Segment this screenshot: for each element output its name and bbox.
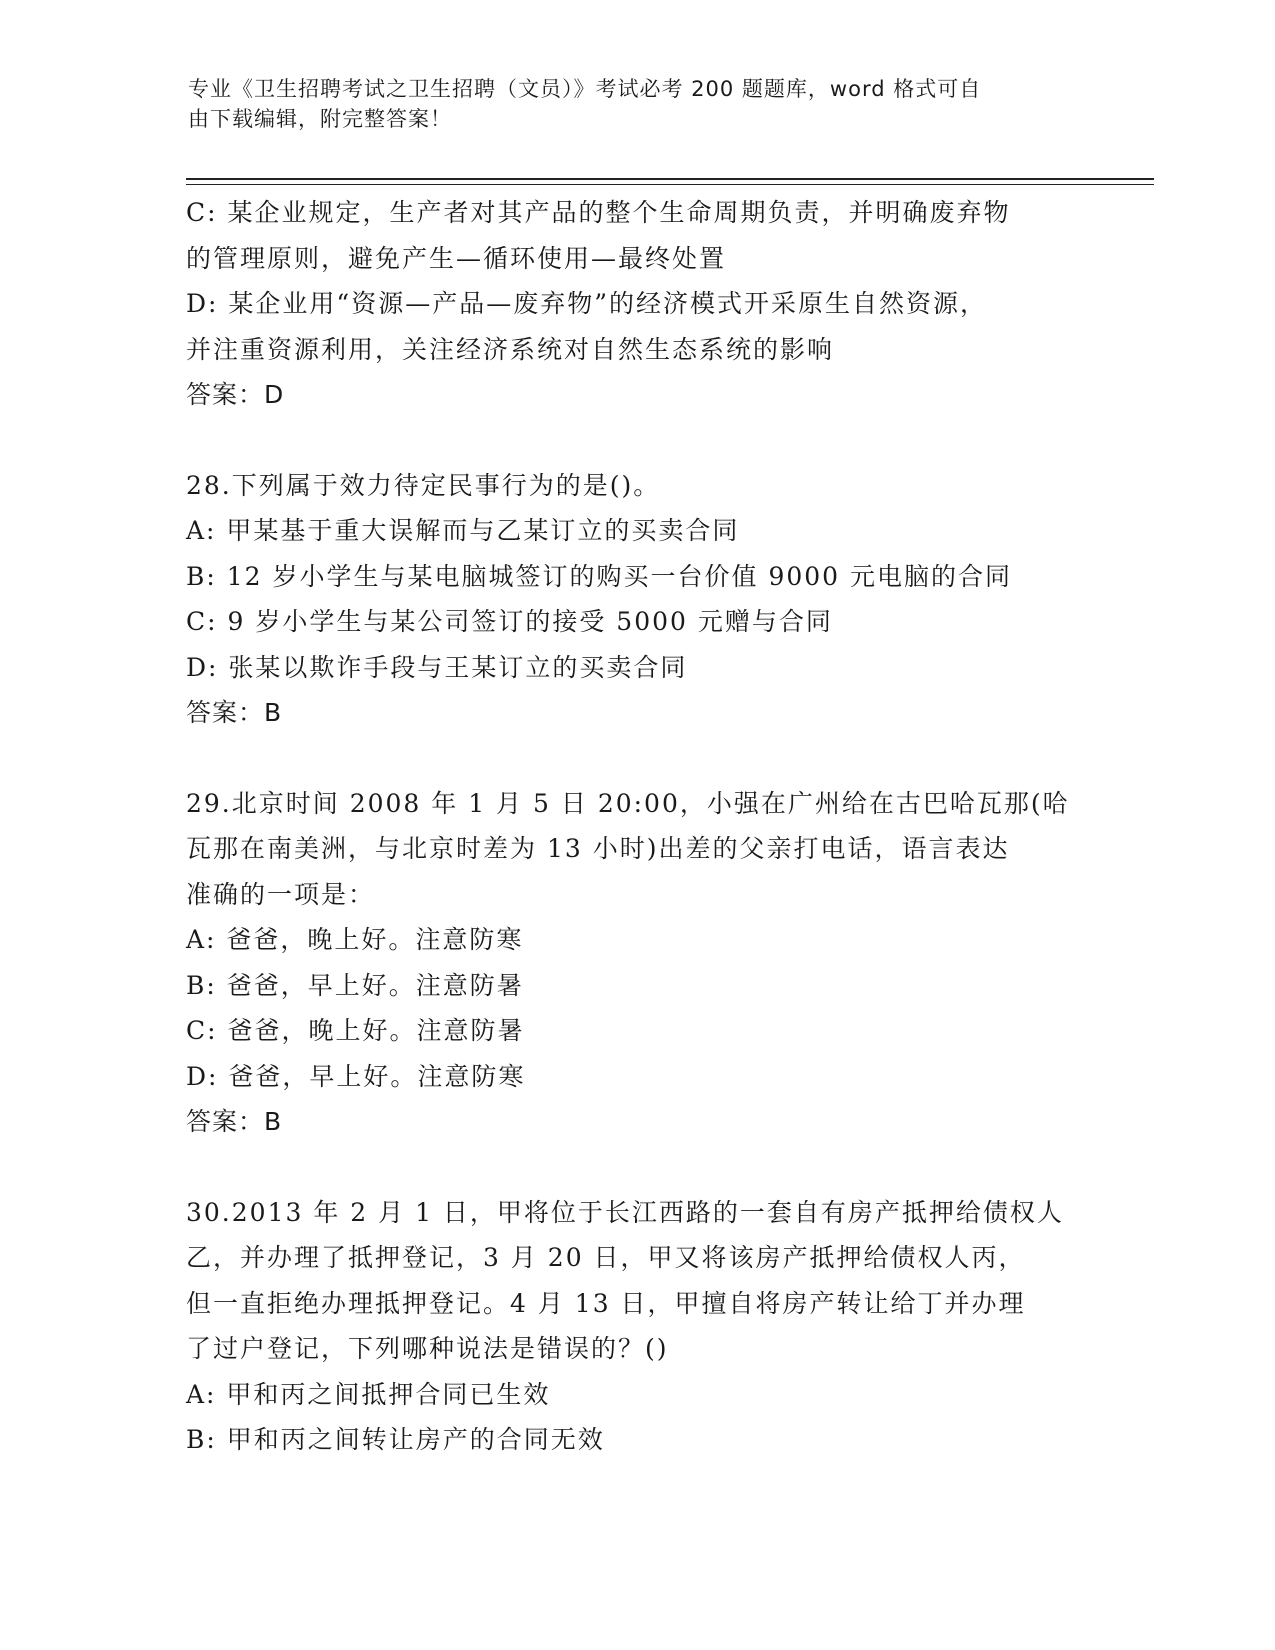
question-content (186, 190, 1086, 1463)
question-29-stem-line-2: 瓦那在南美洲，与北京时差为 13 小时)出差的父亲打电话，语言表达 (186, 834, 1010, 863)
answer-27: 答案：D (186, 380, 285, 409)
question-30-stem-line-4: 了过户登记，下列哪种说法是错误的？() (186, 1334, 669, 1363)
question-30-option-b: B: 甲和丙之间转让房产的合同无效 (186, 1425, 605, 1454)
option-c-line-1: C: 某企业规定，生产者对其产品的整个生命周期负责，并明确废弃物 (186, 198, 1011, 227)
spacer (186, 736, 1086, 781)
document-header (188, 74, 1088, 134)
question-29-option-c: C: 爸爸，晚上好。注意防暑 (186, 1016, 525, 1045)
header-line-2: 由下载编辑，附完整答案！ (188, 107, 452, 131)
question-28-stem: 28.下列属于效力待定民事行为的是()。 (186, 470, 661, 500)
header-line-1: 专业《卫生招聘考试之卫生招聘（文员）》考试必考 200 题题库，word 格式可自 (188, 77, 982, 101)
spacer (186, 418, 1086, 463)
option-d-line-2: 并注重资源利用，关注经济系统对自然生态系统的影响 (186, 334, 835, 364)
question-30 (186, 1190, 1086, 1463)
answer-28: 答案：B (186, 698, 283, 727)
question-30-stem-line-2: 乙，并办理了抵押登记，3 月 20 日，甲又将该房产抵押给债权人丙， (186, 1243, 1026, 1272)
header-rule-thick (186, 178, 1154, 180)
question-29-stem-line-1: 29.北京时间 2008 年 1 月 5 日 20:00，小强在广州给在古巴哈瓦那(哈 (186, 788, 1070, 818)
question-28-option-c: C: 9 岁小学生与某公司签订的接受 5000 元赠与合同 (186, 607, 833, 636)
spacer (186, 1145, 1086, 1190)
question-27-continued (186, 190, 1086, 418)
question-28-option-d: D: 张某以欺诈手段与王某订立的买卖合同 (186, 652, 688, 682)
question-29-option-a: A: 爸爸，晚上好。注意防寒 (186, 925, 524, 954)
question-28-option-a: A: 甲某基于重大误解而与乙某订立的买卖合同 (186, 516, 740, 545)
header-rule-thin (186, 184, 1154, 185)
question-28 (186, 463, 1086, 736)
question-30-option-a: A: 甲和丙之间抵押合同已生效 (186, 1379, 551, 1409)
option-d-line-1: D: 某企业用“资源—产品—废弃物”的经济模式开采原生自然资源， (186, 289, 987, 318)
question-30-stem-line-3: 但一直拒绝办理抵押登记。4 月 13 日，甲擅自将房产转让给丁并办理 (186, 1288, 1026, 1318)
question-28-option-b: B: 12 岁小学生与某电脑城签订的购买一台价值 9000 元电脑的合同 (186, 561, 1013, 591)
answer-29: 答案：B (186, 1107, 283, 1136)
option-c-line-2: 的管理原则，避免产生—循环使用—最终处置 (186, 243, 727, 273)
question-29-option-b: B: 爸爸，早上好。注意防暑 (186, 970, 524, 1000)
question-30-stem-line-1: 30.2013 年 2 月 1 日，甲将位于长江西路的一套自有房产抵押给债权人 (186, 1197, 1064, 1227)
question-29-stem-line-3: 准确的一项是： (186, 879, 376, 909)
question-29-option-d: D: 爸爸，早上好。注意防寒 (186, 1061, 526, 1091)
question-29 (186, 781, 1086, 1145)
